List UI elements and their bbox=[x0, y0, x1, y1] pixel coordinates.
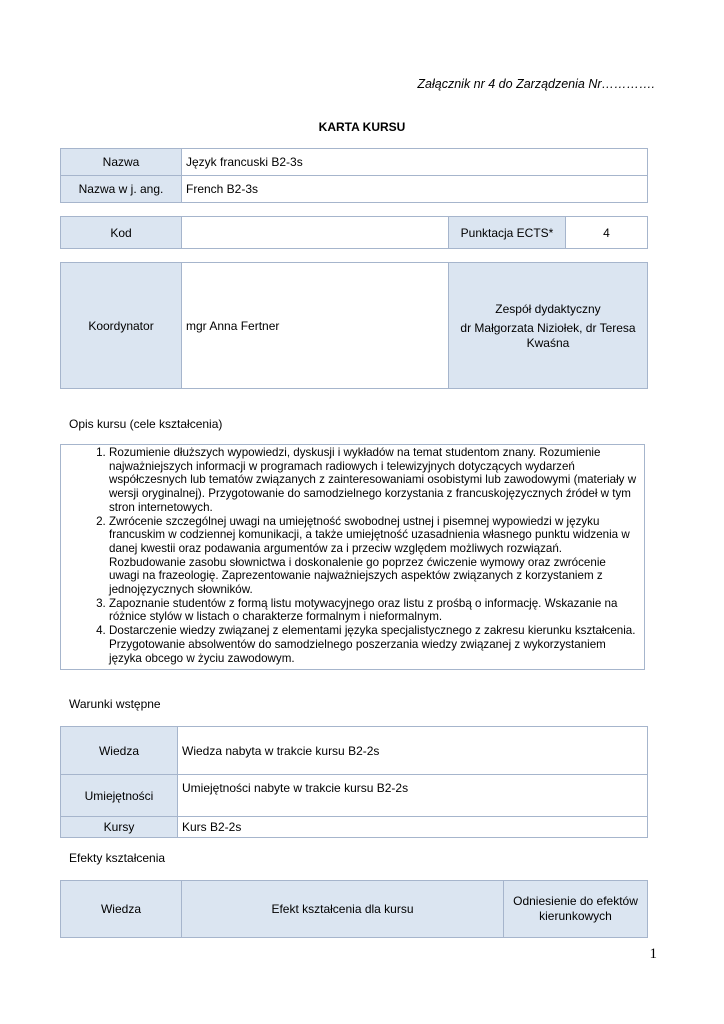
name-label: Nazwa bbox=[61, 149, 182, 176]
prereq-courses-label: Kursy bbox=[61, 817, 178, 838]
outcomes-col-effect: Efekt kształcenia dla kursu bbox=[182, 881, 504, 938]
outcomes-table bbox=[60, 880, 648, 938]
code-value bbox=[182, 217, 449, 249]
prereq-knowledge-label: Wiedza bbox=[61, 727, 178, 775]
coordinator-table bbox=[60, 262, 648, 389]
description-box bbox=[60, 444, 645, 670]
ects-value: 4 bbox=[566, 217, 648, 249]
description-item: 3. Zapoznanie studentów z formą listu motywacyjnego oraz listu z prośbą o informację. Wskazanie na różnice stylów w listach o charakterze formalnym i nieformalnym. bbox=[109, 597, 638, 624]
document-title: KARTA KURSU bbox=[318, 120, 406, 134]
coordinator-label: Koordynator bbox=[61, 263, 182, 389]
course-name-table bbox=[60, 148, 648, 203]
description-item: 1. Rozumienie dłuższych wypowiedzi, dyskusji i wykładów na temat studentom znany. Rozumienie najważniejszych informacji w programach radiowych i telewizyjnych dotyczących wydarzeń współczesnych lub tematów związanych z zainteresowaniami osobistymi lub zawodowymi (materiały w wersji oryginalnej). Przygotowanie do samodzielnego korzystania z francuskojęzycznych źródeł w tym stron internetowych. bbox=[109, 446, 638, 515]
prerequisites-table bbox=[60, 726, 648, 838]
name-value: Język francuski B2-3s bbox=[182, 149, 648, 176]
name-en-label: Nazwa w j. ang. bbox=[61, 176, 182, 203]
description-item: 2. Zwrócenie szczególnej uwagi na umiejętność swobodnej ustnej i pisemnej wypowiedzi w języku francuskim w codziennej komunikacji, a także umiejętność uzasadnienia własnego punktu widzenia w danej kwestii oraz podawania argumentów za i przeciw względem możliwych rozwiązań. Rozbudowanie zasobu słownictwa i doskonalenie go poprzez ćwiczenie wymowy oraz zwrócenie uwagi na frazeologię. Zaprezentowanie najważniejszych aspektów związanych z korzystaniem z jednojęzycznych słowników. bbox=[109, 515, 638, 597]
code-label: Kod bbox=[61, 217, 182, 249]
team-value: dr Małgorzata Niziołek, dr Teresa Kwaśna bbox=[460, 321, 636, 350]
prereq-skills-label: Umiejętności bbox=[61, 775, 178, 817]
outcomes-col-knowledge: Wiedza bbox=[61, 881, 182, 938]
outcomes-col-reference: Odniesienie do efektów kierunkowych bbox=[504, 881, 648, 938]
coordinator-value: mgr Anna Fertner bbox=[182, 263, 449, 389]
annex-note: Załącznik nr 4 do Zarządzenia Nr…………. bbox=[417, 77, 655, 91]
outcomes-heading: Efekty kształcenia bbox=[69, 851, 166, 865]
description-item: 4. Dostarczenie wiedzy związanej z elementami języka specjalistycznego z zakresu kierunku kształcenia. Przygotowanie absolwentów do samodzielnego poszerzania wiedzy związanej z wykorzystaniem języka obcego w życiu zawodowym. bbox=[109, 624, 638, 665]
team-label: Zespół dydaktyczny bbox=[495, 302, 601, 316]
prereq-knowledge-value: Wiedza nabyta w trakcie kursu B2-2s bbox=[178, 727, 648, 775]
description-list bbox=[61, 445, 644, 665]
prereq-skills-value: Umiejętności nabyte w trakcie kursu B2-2s bbox=[178, 775, 648, 817]
page-number: 1 bbox=[649, 946, 657, 962]
prereq-courses-value: Kurs B2-2s bbox=[178, 817, 648, 838]
ects-label: Punktacja ECTS* bbox=[449, 217, 566, 249]
code-table bbox=[60, 216, 648, 249]
team-cell bbox=[449, 263, 648, 389]
prerequisites-heading: Warunki wstępne bbox=[69, 697, 161, 711]
name-en-value: French B2-3s bbox=[182, 176, 648, 203]
description-heading: Opis kursu (cele kształcenia) bbox=[69, 417, 223, 431]
